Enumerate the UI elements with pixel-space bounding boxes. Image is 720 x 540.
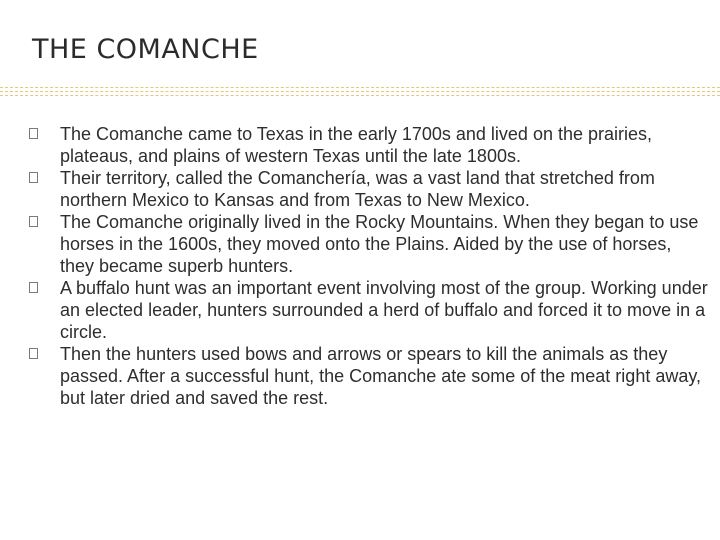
bullet-item — [26, 343, 710, 409]
bullet-box-icon — [29, 348, 38, 359]
bullet-text: The Comanche originally lived in the Rocky Mountains. When they began to use horses in the 1600s, they moved onto the Plains. Aided by the use of horses, they became superb hunters. — [60, 212, 699, 276]
bullet-text: The Comanche came to Texas in the early 1700s and lived on the prairies, plateaus, and plains of western Texas until the late 1800s. — [60, 124, 653, 166]
bullet-box-icon — [29, 216, 38, 227]
bullet-text: Then the hunters used bows and arrows or spears to kill the animals as they passed. After a successful hunt, the Comanche ate some of the meat right away, but later dried and saved the rest. — [60, 344, 702, 408]
bullet-list — [26, 123, 710, 409]
title-divider-line — [0, 87, 720, 88]
bullet-text: Their territory, called the Comanchería, was a vast land that stretched from northern Mexico to Kansas and from Texas to New Mexico. — [60, 168, 655, 210]
title-divider-line — [0, 95, 720, 96]
bullet-box-icon — [29, 172, 38, 183]
title-divider-line — [0, 91, 720, 92]
bullet-item — [26, 211, 710, 277]
bullet-box-icon — [29, 282, 38, 293]
bullet-text: A buffalo hunt was an important event involving most of the group. Working under an elected leader, hunters surrounded a herd of buffalo and forced it to move in a circle. — [60, 278, 708, 342]
bullet-item — [26, 167, 710, 211]
bullet-box-icon — [29, 128, 38, 139]
bullet-item — [26, 277, 710, 343]
slide-title: THE COMANCHE — [32, 34, 259, 65]
bullet-item — [26, 123, 710, 167]
